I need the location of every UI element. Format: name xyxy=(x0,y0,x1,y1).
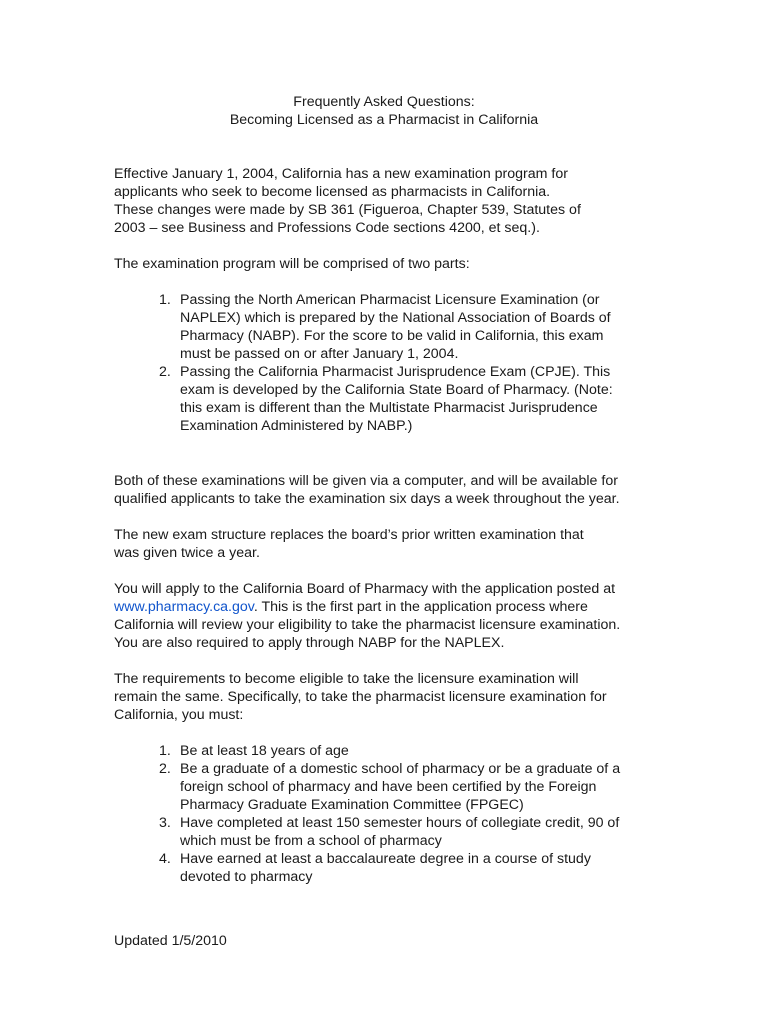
text-line: which must be from a school of pharmacy xyxy=(180,833,442,849)
text-line: Effective January 1, 2004, California has a new examination program for xyxy=(114,166,568,182)
apply-paragraph xyxy=(114,580,654,652)
pharmacy-website-link[interactable]: www.pharmacy.ca.gov xyxy=(114,599,254,615)
text-line: remain the same. Specifically, to take the pharmacist licensure examination for xyxy=(114,689,607,705)
list-number: 1. xyxy=(159,292,171,308)
text-line: California, you must: xyxy=(114,707,244,723)
document-page xyxy=(114,93,654,886)
text-line: this exam is different than the Multistate Pharmacist Jurisprudence xyxy=(180,400,598,416)
intro-paragraph xyxy=(114,165,654,237)
text-line: devoted to pharmacy xyxy=(180,869,313,885)
structure-paragraph xyxy=(114,526,654,562)
text-line: Passing the North American Pharmacist Licensure Examination (or xyxy=(180,292,600,308)
list-number: 4. xyxy=(159,851,171,867)
text-line: applicants who seek to become licensed as pharmacists in California. xyxy=(114,184,551,200)
text-line: These changes were made by SB 361 (Figueroa, Chapter 539, Statutes of xyxy=(114,202,581,218)
list-number: 3. xyxy=(159,815,171,831)
list-number: 2. xyxy=(159,761,171,777)
list-item xyxy=(114,363,654,435)
updated-date: Updated 1/5/2010 xyxy=(114,933,227,949)
text-line: Pharmacy Graduate Examination Committee (FPGEC) xyxy=(180,797,524,813)
text-line: The requirements to become eligible to take the licensure examination will xyxy=(114,671,579,687)
requirements-list xyxy=(114,742,654,886)
text-line: Have earned at least a baccalaureate degree in a course of study xyxy=(180,851,591,867)
text-line: foreign school of pharmacy and have been certified by the Foreign xyxy=(180,779,597,795)
list-item xyxy=(114,850,654,886)
text-line: exam is developed by the California State Board of Pharmacy. (Note: xyxy=(180,382,613,398)
text-line xyxy=(114,598,654,616)
text-line: Be at least 18 years of age xyxy=(180,743,349,759)
list-item xyxy=(114,814,654,850)
text-line: NAPLEX) which is prepared by the National Association of Boards of xyxy=(180,310,611,326)
text-line: qualified applicants to take the examination six days a week throughout the year. xyxy=(114,491,620,507)
program-list xyxy=(114,291,654,435)
text-line: You will apply to the California Board of Pharmacy with the application posted at xyxy=(114,581,616,597)
text-line: Passing the California Pharmacist Jurisprudence Exam (CPJE). This xyxy=(180,364,611,380)
list-item xyxy=(114,742,654,760)
text-line: was given twice a year. xyxy=(114,545,260,561)
text-line: Be a graduate of a domestic school of pharmacy or be a graduate of a xyxy=(180,761,621,777)
text-line: Both of these examinations will be given via a computer, and will be available for xyxy=(114,473,618,489)
list-item xyxy=(114,760,654,814)
program-lead xyxy=(114,255,654,273)
text-line: The new exam structure replaces the board’s prior written examination that xyxy=(114,527,584,543)
text-fragment: . This is the first part in the application process where xyxy=(253,599,588,615)
list-number: 2. xyxy=(159,364,171,380)
text-line: must be passed on or after January 1, 2004. xyxy=(180,346,459,362)
title-line-2: Becoming Licensed as a Pharmacist in California xyxy=(229,112,539,128)
text-line: Examination Administered by NABP.) xyxy=(180,418,413,434)
text-line: You are also required to apply through NABP for the NAPLEX. xyxy=(114,635,505,651)
title-line-1: Frequently Asked Questions: xyxy=(293,94,475,110)
list-number: 1. xyxy=(159,743,171,759)
page-title xyxy=(114,93,654,129)
text-line: Pharmacy (NABP). For the score to be valid in California, this exam xyxy=(180,328,604,344)
requirements-paragraph xyxy=(114,670,654,724)
text-line: California will review your eligibility to take the pharmacist licensure examination. xyxy=(114,617,621,633)
computer-paragraph xyxy=(114,472,654,508)
list-item xyxy=(114,291,654,363)
text-line: 2003 – see Business and Professions Code sections 4200, et seq.). xyxy=(114,220,540,236)
text-line: The examination program will be comprised of two parts: xyxy=(114,256,470,272)
text-line: Have completed at least 150 semester hours of collegiate credit, 90 of xyxy=(180,815,620,831)
